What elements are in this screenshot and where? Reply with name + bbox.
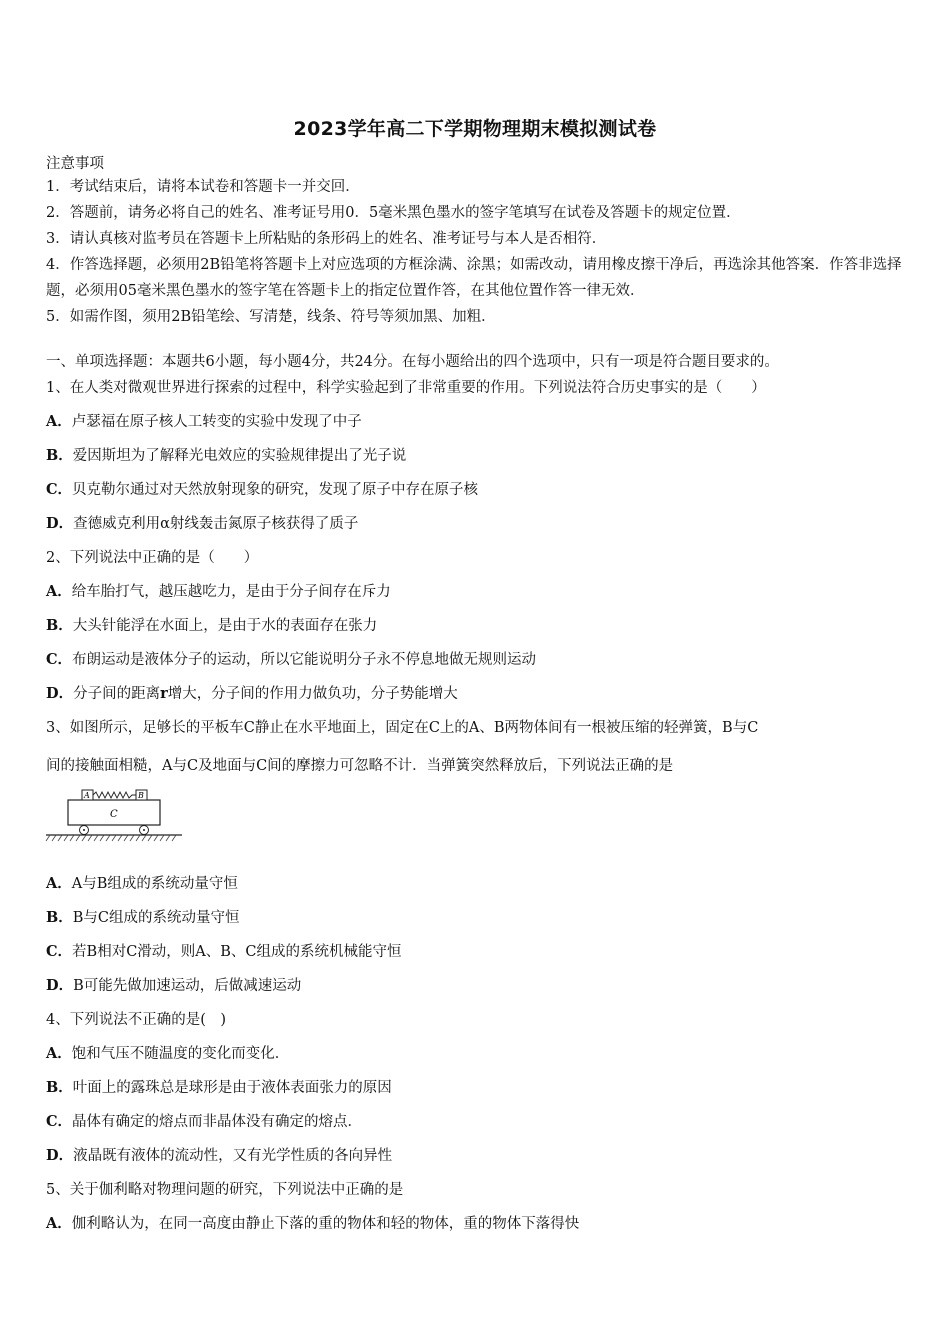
label-c: C (110, 809, 118, 820)
q1-option-b (46, 444, 406, 465)
notice-item: 4．作答选择题，必须用2B铅笔将答题卡上对应选项的方框涂满、涂黑；如需改动，请用橡皮擦干净后，再选涂其他答案．作答非选择题，必须用05毫米黑色墨水的签字笔在答题卡上的指定位置作答，在其他位置作答一律无效． (46, 257, 902, 299)
notice-item: 5．如需作图，须用2B铅笔绘、写清楚，线条、符号等须加黑、加粗． (46, 309, 496, 325)
q4-stem: 4、下列说法不正确的是( ) (46, 1012, 227, 1028)
q3-option-a (46, 872, 238, 893)
option-text: 伽利略认为，在同一高度由静止下落的重的物体和轻的物体，重的物体下落得快 (71, 1216, 580, 1232)
q1-option-a (46, 410, 362, 431)
option-letter: A． (46, 583, 72, 600)
option-letter: B． (46, 1079, 73, 1096)
option-text: 爱因斯坦为了解释光电效应的实验规律提出了光子说 (72, 448, 407, 464)
section-heading: 一、单项选择题：本题共6小题，每小题4分，共24分。在每小题给出的四个选项中，只有一项是符合题目要求的。 (46, 354, 779, 370)
option-letter: B． (46, 447, 73, 464)
notice-item: 2．答题前，请务必将自己的姓名、准考证号用0．5毫米黑色墨水的签字笔填写在试卷及答题卡的规定位置． (46, 205, 741, 221)
q3-option-d (46, 974, 301, 995)
q2-stem: 2、下列说法中正确的是（ ） (46, 550, 259, 566)
option-letter: B． (46, 617, 73, 634)
option-text: 叶面上的露珠总是球形是由于液体表面张力的原因 (72, 1080, 392, 1096)
q5-stem: 5、关于伽利略对物理问题的研究，下列说法中正确的是 (46, 1182, 404, 1198)
option-letter: D． (46, 977, 74, 994)
option-text: 液晶既有液体的流动性，又有光学性质的各向异性 (73, 1148, 393, 1164)
page-title: 2023学年高二下学期物理期末模拟测试卷 (293, 118, 657, 140)
option-letter: D． (46, 685, 74, 702)
q5-option-a (46, 1212, 579, 1233)
q1-option-d (46, 512, 358, 533)
option-text: A与B组成的系统动量守恒 (71, 876, 238, 892)
option-letter: B． (46, 909, 73, 926)
q2-option-d (46, 682, 458, 703)
option-text: 晶体有确定的熔点而非晶体没有确定的熔点． (72, 1114, 363, 1130)
q3-stem-line2: 间的接触面相糙，A与C及地面与C间的摩擦力可忽略不计．当弹簧突然释放后，下列说法正确的是 (46, 758, 674, 774)
option-letter: C． (46, 1113, 73, 1130)
option-text: B与C组成的系统动量守恒 (72, 910, 240, 926)
q3-option-c (46, 940, 402, 961)
q2-option-c (46, 648, 536, 669)
cart-spring-diagram (44, 785, 184, 847)
q4-option-d (46, 1144, 392, 1165)
option-letter: A． (46, 413, 72, 430)
option-letter: A． (46, 1215, 72, 1232)
option-letter: C． (46, 651, 73, 668)
option-letter: A． (46, 1045, 72, 1062)
label-b: B (138, 791, 144, 800)
q3-option-b (46, 906, 240, 927)
option-text: 大头针能浮在水面上，是由于水的表面存在张力 (72, 618, 378, 634)
q2-option-a (46, 580, 391, 601)
option-text: 布朗运动是液体分子的运动，所以它能说明分子永不停息地做无规则运动 (72, 652, 537, 668)
option-letter: D． (46, 515, 74, 532)
notice-item: 1．考试结束后，请将本试卷和答题卡一并交回． (46, 179, 360, 195)
q1-stem: 1、在人类对微观世界进行探索的过程中，科学实验起到了非常重要的作用。下列说法符合历史事实的是（ ） (46, 380, 766, 396)
q4-option-b (46, 1076, 392, 1097)
q2-option-b (46, 614, 377, 635)
notice-heading: 注意事项 (46, 156, 104, 172)
option-text: 卢瑟福在原子核人工转变的实验中发现了中子 (71, 414, 362, 430)
option-text: 饱和气压不随温度的变化而变化． (71, 1046, 290, 1062)
q3-stem-line1: 3、如图所示，足够长的平板车C静止在水平地面上，固定在C上的A、B两物体间有一根被压缩的轻弹簧，B与C (46, 720, 759, 736)
option-text: 查德威克利用α射线轰击氮原子核获得了质子 (73, 516, 359, 532)
option-letter: C． (46, 481, 73, 498)
q4-option-a (46, 1042, 289, 1063)
option-letter: D． (46, 1147, 74, 1164)
option-text: 给车胎打气，越压越吃力，是由于分子间存在斥力 (71, 584, 391, 600)
option-letter: A． (46, 875, 72, 892)
option-text: 分子间的距离 (73, 686, 161, 702)
q1-option-c (46, 478, 478, 499)
variable-r: r (160, 685, 168, 702)
notice-list (46, 174, 906, 330)
notice-item: 3．请认真核对监考员在答题卡上所粘贴的条形码上的姓名、准考证号与本人是否相符． (46, 231, 607, 247)
option-letter: C． (46, 943, 73, 960)
option-text: 增大，分子间的作用力做负功，分子势能增大 (167, 686, 458, 702)
option-text: 贝克勒尔通过对天然放射现象的研究，发现了原子中存在原子核 (72, 482, 479, 498)
option-text: B可能先做加速运动，后做减速运动 (73, 978, 302, 994)
compressed-spring (93, 792, 136, 798)
q4-option-c (46, 1110, 362, 1131)
option-text: 若B相对C滑动，则A、B、C组成的系统机械能守恒 (72, 944, 402, 960)
label-a: A (84, 791, 90, 800)
